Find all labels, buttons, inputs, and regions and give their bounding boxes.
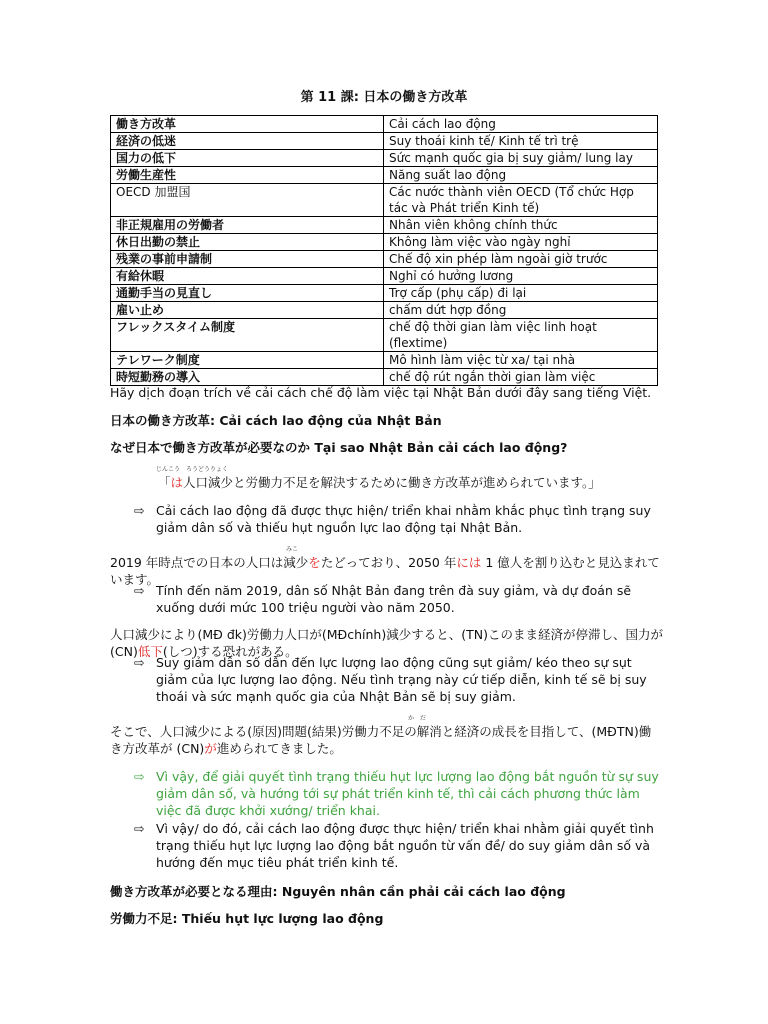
translation-1: ⇨ Cải cách lao động đã được thực hiện/ triển khai nhằm khắc phục tình trạng suy giảm dân số và thiếu hụt nguồn lực lao động tại Nhật Bản. xyxy=(134,503,651,535)
vocab-row xyxy=(111,217,658,234)
vocab-row xyxy=(111,369,658,386)
vocab-row xyxy=(111,302,658,319)
vocab-japanese: 時短勤務の導入 xyxy=(111,369,384,386)
vocab-row xyxy=(111,319,658,352)
translation-4: ⇨ Vì vậy/ do đó, cải cách lao động được thực hiện/ triển khai nhằm giải quyết tình trạng thiếu hụt lực lượng lao động bắt nguồn từ vấn đề/ do suy giảm dân số và hướng đến mục tiêu phát triển kinh tế. xyxy=(134,821,654,870)
arrow-icon: ⇨ xyxy=(134,583,145,598)
vocab-vietnamese: Các nước thành viên OECD (Tổ chức Hợp tác và Phát triển Kinh tế) xyxy=(384,184,658,217)
vocab-vietnamese: Suy thoái kinh tế/ Kinh tế trì trệ xyxy=(384,133,658,150)
vocab-row xyxy=(111,268,658,285)
vocab-vietnamese: Không làm việc vào ngày nghỉ xyxy=(384,234,658,251)
vocab-row xyxy=(111,251,658,268)
vocab-vietnamese: Cải cách lao động xyxy=(384,116,658,133)
heading-jp: 労働力不足 xyxy=(110,911,173,926)
vocab-row xyxy=(111,116,658,133)
vocab-row xyxy=(111,167,658,184)
vocab-row xyxy=(111,133,658,150)
vocab-japanese: 有給休暇 xyxy=(111,268,384,285)
translation-4-green: ⇨ Vì vậy, để giải quyết tình trạng thiếu hụt lực lượng lao động bắt nguồn từ sự suy giảm dân số, và hướng tới sự phát triển kinh tế, thì cải cách phương thức làm việc đã được khởi xướng/ triển khai. xyxy=(134,769,659,818)
vocab-vietnamese: Chế độ xin phép làm ngoài giờ trước xyxy=(384,251,658,268)
vocab-vietnamese: Nhân viên không chính thức xyxy=(384,217,658,234)
heading-vi: : Thiếu hụt lực lượng lao động xyxy=(172,911,384,926)
vocab-vietnamese: Nghỉ có hưởng lương xyxy=(384,268,658,285)
vocab-row xyxy=(111,234,658,251)
arrow-icon: ⇨ xyxy=(134,769,145,784)
heading-jp: なぜ日本で働き方改革が必要なのか xyxy=(110,440,311,455)
heading-jp: 日本の働き方改革 xyxy=(110,413,211,428)
sentence-1: 「は人口減少と労働力不足を解決するために働き方改革が進められています。」 xyxy=(158,475,601,490)
vocab-japanese: 通勤手当の見直し xyxy=(111,285,384,302)
lesson-title: 第 11 課: 日本の働き方改革 xyxy=(300,90,468,105)
vocab-vietnamese: Mô hình làm việc từ xa/ tại nhà xyxy=(384,352,658,369)
vocab-japanese: OECD 加盟国 xyxy=(111,184,384,217)
vocab-vietnamese: Năng suất lao động xyxy=(384,167,658,184)
heading-vi: : Cải cách lao động của Nhật Bản xyxy=(210,413,442,428)
vocabulary-table xyxy=(110,115,658,386)
vocab-vietnamese: chế độ thời gian làm việc linh hoạt (flextime) xyxy=(384,319,658,352)
heading-labor-shortage xyxy=(110,910,662,927)
sentence-3: 人口減少により(MĐ đk)労働力人口が(MĐchính)減少すると、(TN)このまま経済が停滞し、国力が(CN)低下(しつ)する恐れがある。 xyxy=(110,627,663,659)
heading-reasons xyxy=(110,883,662,900)
vocab-japanese: 雇い止め xyxy=(111,302,384,319)
vocab-japanese: 国力の低下 xyxy=(111,150,384,167)
translation-3: ⇨ Suy giảm dân số dẫn đến lực lượng lao động cũng sụt giảm/ kéo theo sự sụt giảm của lực lượng lao động. Nếu tình trạng này cứ tiếp diễn, kinh tế sẽ bị suy thoái và sức mạnh quốc gia của Nhật Bản sẽ bị suy giảm. xyxy=(134,655,647,704)
instruction-text: Hãy dịch đoạn trích về cải cách chế độ làm việc tại Nhật Bản dưới đây sang tiếng Việt. xyxy=(110,385,652,400)
vocab-vietnamese: chấm dứt hợp đồng xyxy=(384,302,658,319)
arrow-icon: ⇨ xyxy=(134,655,145,670)
vocab-japanese: 残業の事前申請制 xyxy=(111,251,384,268)
sentence-2: 2019 年時点での日本の人口は減少をたどっており、2050 年には 1 億人を割り込むと見込まれています。 xyxy=(110,555,660,587)
sentence-4: そこで、人口減少による(原因)問題(結果)労働力不足の解消と経済の成長を目指して、(MĐTN)働き方改革が (CN)が進められてきました。 xyxy=(110,724,652,756)
vocab-japanese: 経済の低迷 xyxy=(111,133,384,150)
vocab-japanese: テレワーク制度 xyxy=(111,352,384,369)
arrow-icon: ⇨ xyxy=(134,503,145,518)
arrow-icon: ⇨ xyxy=(134,821,145,836)
vocab-row xyxy=(111,352,658,369)
vocab-row xyxy=(111,184,658,217)
furigana: じんこう ろうどうりょく xyxy=(156,466,229,473)
furigana: か だ xyxy=(408,715,427,722)
furigana: みこ xyxy=(286,546,299,553)
vocab-japanese: 労働生産性 xyxy=(111,167,384,184)
vocab-row xyxy=(111,150,658,167)
heading-vi: : Nguyên nhân cần phải cải cách lao động xyxy=(272,884,566,899)
heading-why-reform xyxy=(110,439,662,456)
vocab-vietnamese: Sức mạnh quốc gia bị suy giảm/ lung lay xyxy=(384,150,658,167)
heading-jp: 働き方改革が必要となる理由 xyxy=(110,884,273,899)
translation-2: ⇨ Tính đến năm 2019, dân số Nhật Bản đang trên đà suy giảm, và dự đoán sẽ xuống dưới mức 100 triệu người vào năm 2050. xyxy=(134,583,632,615)
vocab-japanese: フレックスタイム制度 xyxy=(111,319,384,352)
heading-japan-labor-reform xyxy=(110,412,662,429)
vocab-japanese: 休日出勤の禁止 xyxy=(111,234,384,251)
vocab-vietnamese: Trợ cấp (phụ cấp) đi lại xyxy=(384,285,658,302)
vocab-japanese: 働き方改革 xyxy=(111,116,384,133)
vocab-japanese: 非正規雇用の労働者 xyxy=(111,217,384,234)
vocab-row xyxy=(111,285,658,302)
heading-vi: Tại sao Nhật Bản cải cách lao động? xyxy=(310,440,568,455)
vocab-vietnamese: chế độ rút ngắn thời gian làm việc xyxy=(384,369,658,386)
